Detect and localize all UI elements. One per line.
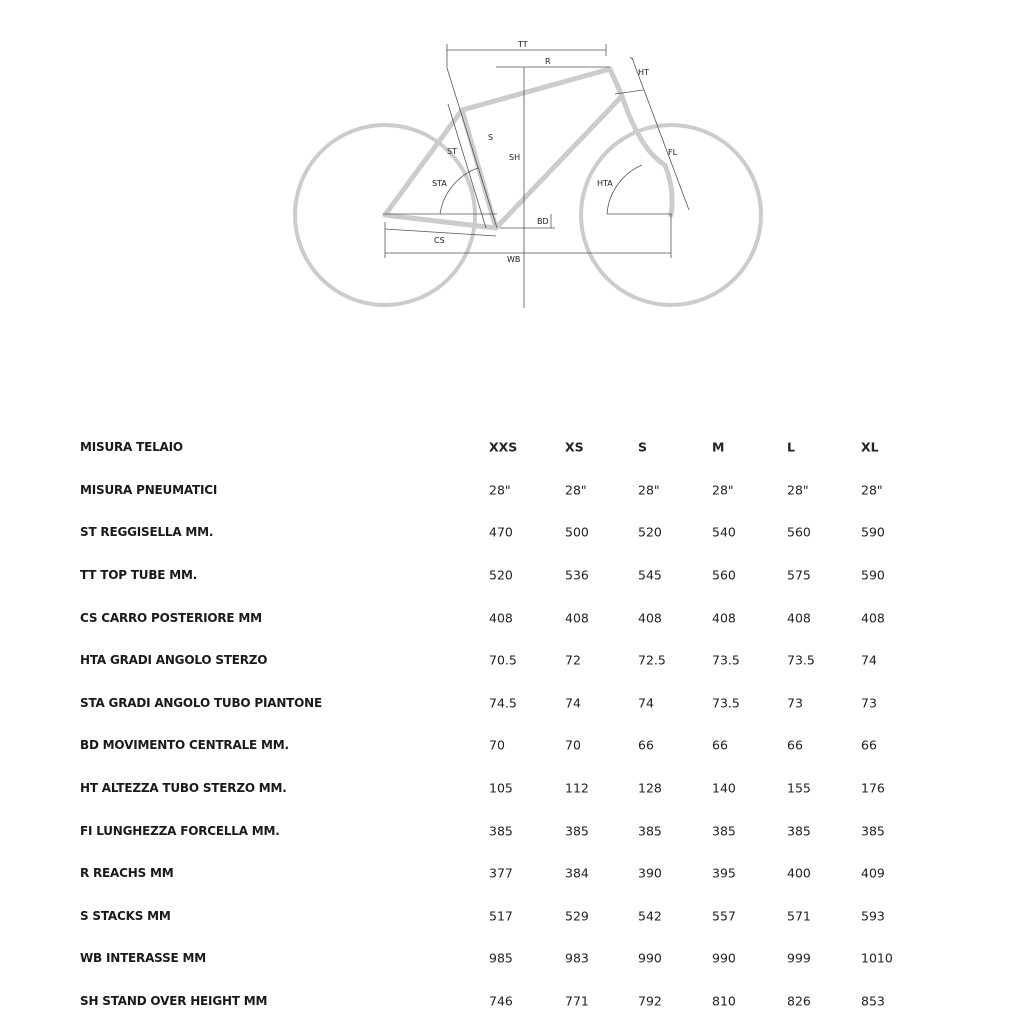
value-cell: 377 xyxy=(489,865,513,881)
value-cell: 28" xyxy=(638,482,660,498)
value-cell: 74.5 xyxy=(489,695,517,711)
size-header-cell: S xyxy=(638,439,648,455)
value-cell: 470 xyxy=(489,524,513,540)
value-cell: 385 xyxy=(787,823,811,839)
label-sta: STA xyxy=(432,179,447,188)
value-cell: 66 xyxy=(787,737,803,753)
row-label: HTA GRADI ANGOLO STERZO xyxy=(80,653,268,668)
value-cell: 70 xyxy=(489,737,505,753)
value-cell: 72 xyxy=(565,652,581,668)
value-cell: 155 xyxy=(787,780,811,796)
value-cell: 590 xyxy=(861,524,885,540)
value-cell: 557 xyxy=(712,908,736,924)
value-cell: 593 xyxy=(861,908,885,924)
value-cell: 105 xyxy=(489,780,513,796)
row-label: CS CARRO POSTERIORE MM xyxy=(80,610,262,625)
label-sh: SH xyxy=(509,153,521,162)
value-cell: 385 xyxy=(638,823,662,839)
value-cell: 385 xyxy=(861,823,885,839)
value-cell: 990 xyxy=(638,950,662,966)
value-cell: 74 xyxy=(638,695,654,711)
table-row xyxy=(0,937,1015,980)
value-cell: 74 xyxy=(861,652,877,668)
value-cell: 395 xyxy=(712,865,736,881)
value-cell: 529 xyxy=(565,908,589,924)
value-cell: 999 xyxy=(787,950,811,966)
table-row xyxy=(0,511,1015,554)
size-header-cell: XXS xyxy=(489,439,518,455)
row-label: BD MOVIMENTO CENTRALE MM. xyxy=(80,738,289,753)
value-cell: 73.5 xyxy=(712,652,740,668)
value-cell: 853 xyxy=(861,993,885,1009)
row-label: HT ALTEZZA TUBO STERZO MM. xyxy=(80,781,287,796)
value-cell: 74 xyxy=(565,695,581,711)
table-row xyxy=(0,767,1015,810)
label-s: S xyxy=(488,133,494,142)
value-cell: 70 xyxy=(565,737,581,753)
value-cell: 176 xyxy=(861,780,885,796)
table-row xyxy=(0,554,1015,597)
value-cell: 408 xyxy=(861,610,885,626)
value-cell: 28" xyxy=(565,482,587,498)
label-tt: TT xyxy=(518,40,528,49)
value-cell: 28" xyxy=(787,482,809,498)
table-row xyxy=(0,852,1015,895)
value-cell: 385 xyxy=(565,823,589,839)
value-cell: 66 xyxy=(638,737,654,753)
size-header-cell: XS xyxy=(565,439,584,455)
value-cell: 590 xyxy=(861,567,885,583)
value-cell: 128 xyxy=(638,780,662,796)
size-header-cell: L xyxy=(787,439,795,455)
row-label: ST REGGISELLA MM. xyxy=(80,525,214,540)
value-cell: 73 xyxy=(787,695,803,711)
value-cell: 985 xyxy=(489,950,513,966)
value-cell: 560 xyxy=(787,524,811,540)
value-cell: 792 xyxy=(638,993,662,1009)
value-cell: 28" xyxy=(861,482,883,498)
size-header-cell: XL xyxy=(861,439,879,455)
row-label: MISURA PNEUMATICI xyxy=(80,482,218,497)
value-cell: 66 xyxy=(712,737,728,753)
table-row xyxy=(0,469,1015,512)
value-cell: 545 xyxy=(638,567,662,583)
value-cell: 385 xyxy=(712,823,736,839)
row-label: R REACHS MM xyxy=(80,866,174,881)
value-cell: 112 xyxy=(565,780,589,796)
value-cell: 408 xyxy=(712,610,736,626)
value-cell: 400 xyxy=(787,865,811,881)
table-header-row xyxy=(0,426,1015,469)
value-cell: 384 xyxy=(565,865,589,881)
row-label: TT TOP TUBE MM. xyxy=(80,568,198,583)
value-cell: 1010 xyxy=(861,950,893,966)
label-st: ST xyxy=(447,147,457,156)
row-label: S STACKS MM xyxy=(80,908,171,923)
value-cell: 771 xyxy=(565,993,589,1009)
bike-geometry-diagram xyxy=(0,0,1015,330)
value-cell: 408 xyxy=(565,610,589,626)
value-cell: 408 xyxy=(787,610,811,626)
value-cell: 810 xyxy=(712,993,736,1009)
row-label: FI LUNGHEZZA FORCELLA MM. xyxy=(80,823,280,838)
value-cell: 66 xyxy=(861,737,877,753)
value-cell: 517 xyxy=(489,908,513,924)
label-hta: HTA xyxy=(597,179,613,188)
label-bd: BD xyxy=(537,217,549,226)
value-cell: 575 xyxy=(787,567,811,583)
row-label: WB INTERASSE MM xyxy=(80,951,206,966)
value-cell: 520 xyxy=(489,567,513,583)
value-cell: 73.5 xyxy=(787,652,815,668)
value-cell: 536 xyxy=(565,567,589,583)
label-wb: WB xyxy=(507,255,521,264)
table-row xyxy=(0,809,1015,852)
label-r: R xyxy=(545,57,551,66)
table-row xyxy=(0,895,1015,938)
table-row xyxy=(0,724,1015,767)
dimension-lines xyxy=(383,44,689,308)
value-cell: 408 xyxy=(489,610,513,626)
value-cell: 826 xyxy=(787,993,811,1009)
value-cell: 571 xyxy=(787,908,811,924)
value-cell: 542 xyxy=(638,908,662,924)
value-cell: 560 xyxy=(712,567,736,583)
value-cell: 28" xyxy=(712,482,734,498)
value-cell: 390 xyxy=(638,865,662,881)
value-cell: 540 xyxy=(712,524,736,540)
value-cell: 28" xyxy=(489,482,511,498)
table-row xyxy=(0,596,1015,639)
value-cell: 990 xyxy=(712,950,736,966)
value-cell: 385 xyxy=(489,823,513,839)
bike-frame xyxy=(385,69,672,228)
value-cell: 72.5 xyxy=(638,652,666,668)
bike-geometry-svg xyxy=(0,0,1015,330)
label-ht: HT xyxy=(638,68,649,77)
label-fl: FL xyxy=(668,148,678,157)
size-header-cell: M xyxy=(712,439,725,455)
value-cell: 746 xyxy=(489,993,513,1009)
value-cell: 983 xyxy=(565,950,589,966)
row-label: SH STAND OVER HEIGHT MM xyxy=(80,994,268,1009)
value-cell: 520 xyxy=(638,524,662,540)
value-cell: 408 xyxy=(638,610,662,626)
table-row xyxy=(0,639,1015,682)
value-cell: 70.5 xyxy=(489,652,517,668)
value-cell: 409 xyxy=(861,865,885,881)
table-row xyxy=(0,682,1015,725)
row-label: STA GRADI ANGOLO TUBO PIANTONE xyxy=(80,695,322,710)
value-cell: 140 xyxy=(712,780,736,796)
value-cell: 73.5 xyxy=(712,695,740,711)
value-cell: 73 xyxy=(861,695,877,711)
label-cs: CS xyxy=(434,236,445,245)
geometry-table xyxy=(0,426,1015,1022)
value-cell: 500 xyxy=(565,524,589,540)
row-label: MISURA TELAIO xyxy=(80,440,183,455)
